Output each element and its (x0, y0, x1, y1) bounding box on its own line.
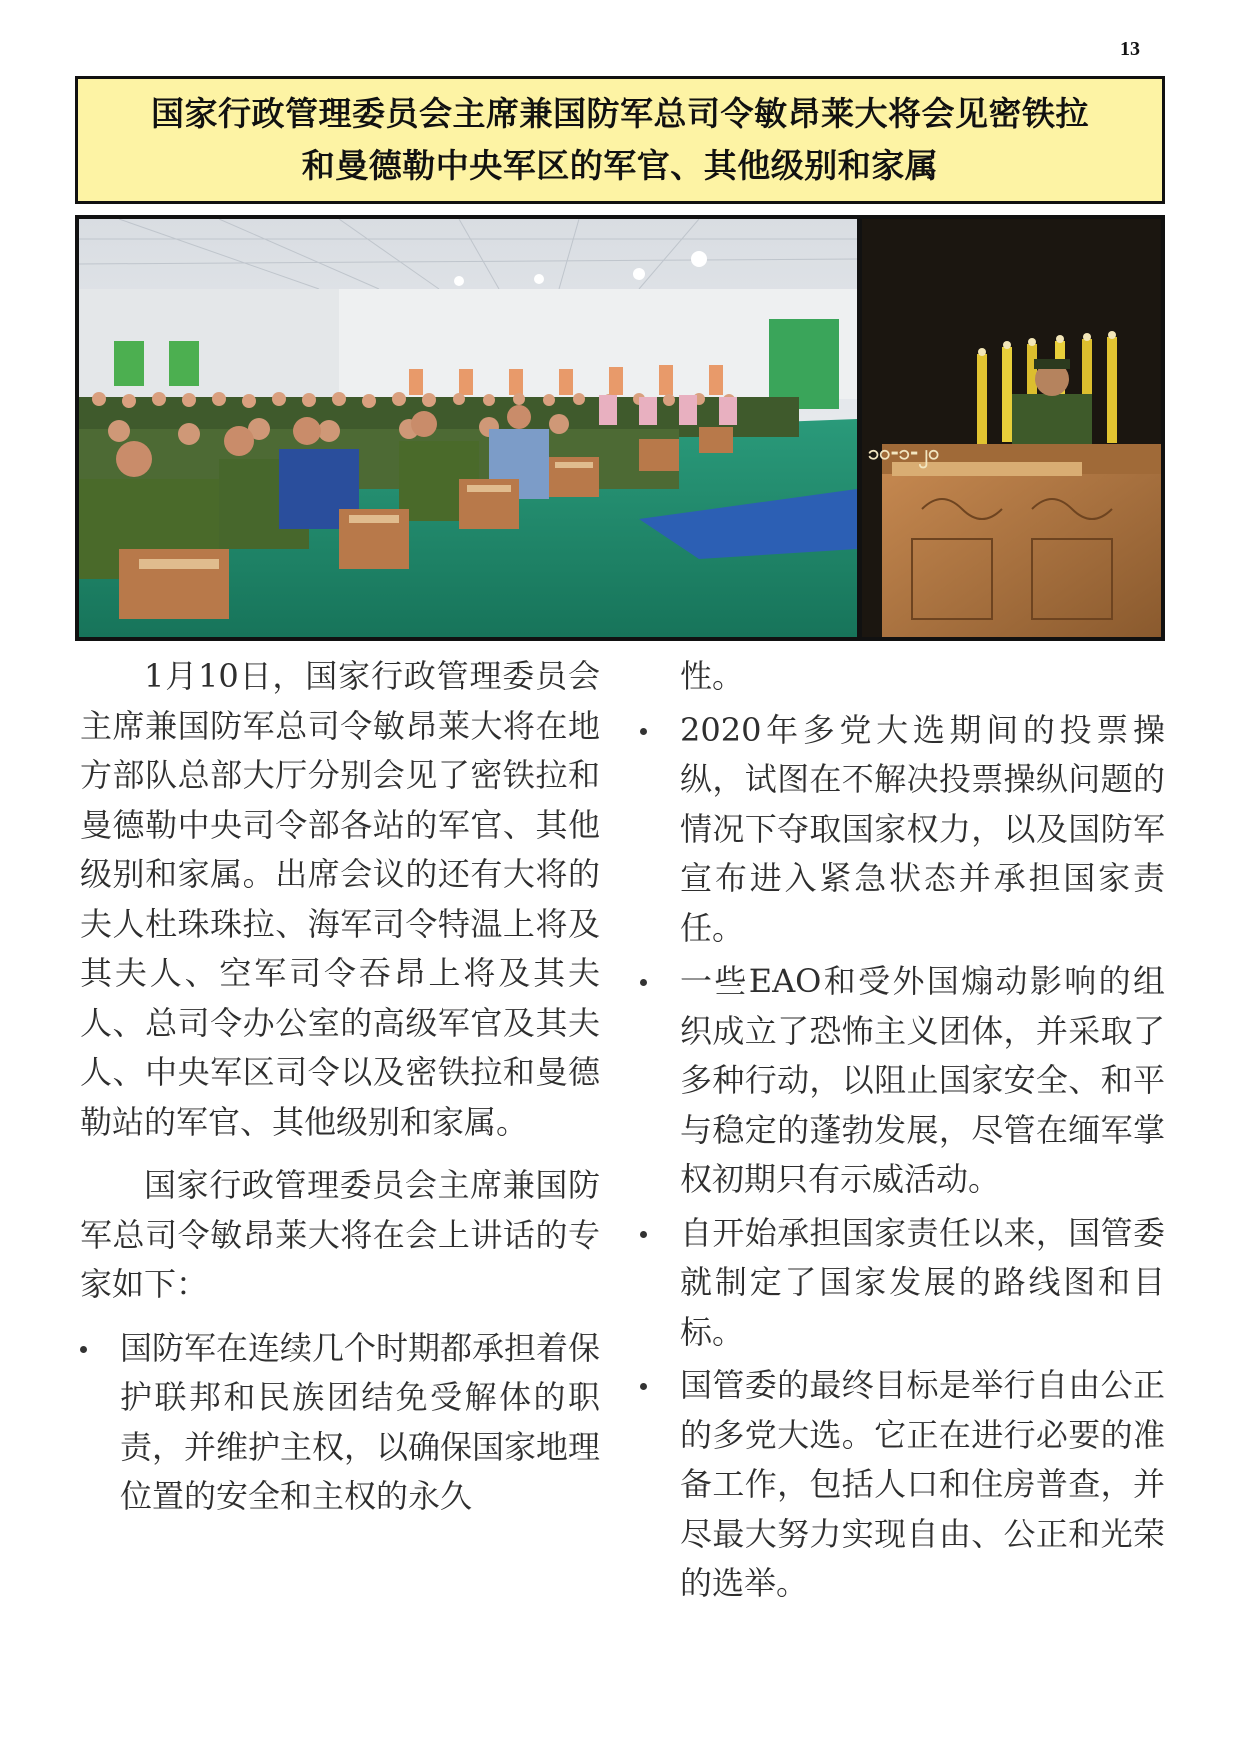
date-signage: ၁၀-၁-၂၀ (868, 440, 940, 464)
left-column (80, 652, 600, 1526)
speaker-photo-image (862, 219, 1161, 637)
bullet-item (640, 957, 1165, 1205)
intro-paragraph: 1月10日，国家行政管理委员会主席兼国防军总司令敏昂莱大将在地方部队总部大厅分别会见了密铁拉和曼德勒中央司令部各站的军官、其他级别和家属。出席会议的还有大将的夫人杜珠珠拉、海军司令特温上将及其夫人、空军司令吞昂上将及其夫人、总司令办公室的高级军官及其夫人、中央军区司令以及密铁拉和曼德勒站的军官、其他级别和家属。 (80, 657, 600, 1141)
title-line-2: 和曼德勒中央军区的军官、其他级别和家属 (301, 146, 939, 185)
bullet-continuation: 性。 (680, 657, 745, 695)
speaker-photo (862, 219, 1161, 637)
speech-intro-paragraph: 国家行政管理委员会主席兼国防军总司令敏昂莱大将在会上讲话的专家如下： (80, 1166, 600, 1303)
page-number: 13 (1120, 38, 1140, 60)
audience-photo (79, 219, 857, 637)
title-line-1: 国家行政管理委员会主席兼国防军总司令敏昂莱大将会见密铁拉 (151, 94, 1089, 133)
bullet-dot-icon (640, 979, 647, 986)
bullet-item (640, 1361, 1165, 1609)
bullet-text: 自开始承担国家责任以来，国管委就制定了国家发展的路线图和目标。 (680, 1213, 1165, 1351)
bullet-dot-icon (640, 728, 647, 735)
bullet-dot-icon (640, 1231, 647, 1238)
bullet-item (640, 706, 1165, 954)
bullet-dot-icon (640, 1383, 647, 1390)
bullet-text: 国防军在连续几个时期都承担着保护联邦和民族团结免受解体的职责，并维护主权，以确保国家地理位置的安全和主权的永久 (120, 1328, 601, 1515)
audience-photo-image (79, 219, 857, 637)
bullet-dot-icon (80, 1346, 87, 1353)
bullet-item (640, 1209, 1165, 1358)
bullet-list-left (80, 1324, 600, 1522)
right-column (640, 652, 1165, 1613)
bullet-text: 2020年多党大选期间的投票操纵，试图在不解决投票操纵问题的情况下夺取国家权力，以及国防军宣布进入紧急状态并承担国家责任。 (680, 710, 1165, 947)
title-banner (75, 76, 1165, 204)
bullet-list-right (640, 706, 1165, 1609)
photo-strip (75, 215, 1165, 641)
bullet-item (80, 1324, 600, 1522)
bullet-text: 国管委的最终目标是举行自由公正的多党大选。它正在进行必要的准备工作，包括人口和住房普查，并尽最大努力实现自由、公正和光荣的选举。 (680, 1366, 1165, 1602)
bullet-text: 一些EAO和受外国煽动影响的组织成立了恐怖主义团体，并采取了多种行动，以阻止国家安全、和平与稳定的蓬勃发展，尽管在缅军掌权初期只有示威活动。 (680, 962, 1165, 1198)
